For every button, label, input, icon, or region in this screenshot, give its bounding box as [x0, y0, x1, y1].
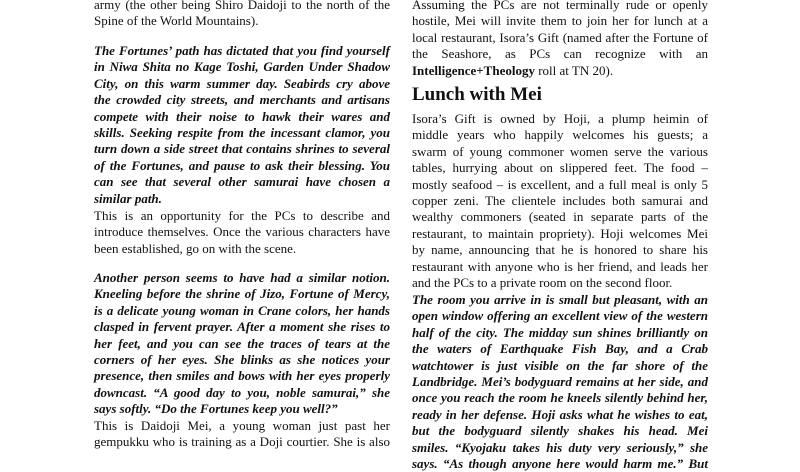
text-line: compete with their noise to hawk their wares and: [94, 108, 390, 124]
text-line: clasped in fervent prayer. After a moment she rises to: [94, 319, 390, 335]
text-line: [412, 63, 613, 79]
text-line: turn down a side street that contains shrines to several: [94, 141, 390, 157]
text-line: but the bodyguard silently shakes his head. Mei: [412, 423, 708, 439]
text-line: introduce themselves. Once the various characters have: [94, 224, 390, 240]
text-line: The room you arrive in is small but pleasant, with an: [412, 292, 708, 307]
text-line: by name, announcing that he is honored to share his: [412, 242, 708, 258]
text-line: skills. Seeking respite from the incessant clamor, you: [94, 125, 390, 140]
text-line: This is an opportunity for the PCs to describe and: [94, 208, 390, 223]
text-line: once you reach the room he kneels silently behind her,: [412, 390, 708, 406]
text-line: middle years who happily welcomes his guests; a: [412, 127, 708, 143]
text-line: smiles. “Kyojaku takes his duty very seriously,” she: [412, 439, 708, 455]
text-line: says softly. “Do the Fortunes keep you well?”: [94, 401, 338, 417]
text-line: swarm of young commoner women serve the various: [412, 143, 708, 159]
text-line: tables, hurrying about on slippered feet. The food –: [412, 160, 708, 176]
text-line: copper zeni. The clientele includes both samurai and: [412, 193, 708, 208]
text-line: is a delicate young woman in Crane colors, her hands: [94, 302, 390, 318]
text-line: her feet, and you can see the traces of tears at the: [94, 335, 390, 351]
text-line: of the Fortunes, and pause to ask their blessing. You: [94, 157, 390, 173]
text-line: Spine of the World Mountains).: [94, 13, 259, 29]
text-line: The Fortunes’ path has dictated that you find yourself: [94, 43, 390, 58]
text-line: mostly seafood – is excellent, and a full meal is only 5: [412, 176, 708, 192]
text-line: corners of her eyes. She blinks as she notices your: [94, 352, 390, 367]
text-line: the waters of Earthquake Fish Bay, and a Crab: [412, 341, 708, 357]
text-line: ready in her defense. Hoji asks what he wishes to eat,: [412, 406, 708, 422]
text-line: hostile, Mei will invite them to join her for lunch at a: [412, 13, 708, 29]
text-line: half of the city. The midday sun shines brilliantly on: [412, 324, 708, 340]
text-line: restaurant with anyone who is her friend, and leads her: [412, 258, 708, 274]
text-line: local restaurant, Isora’s Gift (named after the Fortune of: [412, 29, 708, 45]
text-line: presence, then smiles and bows with her eyes properly: [94, 368, 390, 384]
text-line: This is Daidoji Mei, a young woman just past her: [94, 418, 390, 433]
text-line: wealthy commoners (seated in separate parts of the: [412, 209, 708, 225]
text-line: the Seashore, as PCs can recognize with an: [412, 46, 708, 62]
text-line: watchtower is just visible on the far shore of the: [412, 357, 708, 373]
text-line: City, on this warm summer day. Seabirds cry above: [94, 75, 390, 91]
section-heading: Lunch with Mei: [412, 84, 542, 105]
text-line: army (the other being Shiro Daidoji to the north of the: [94, 0, 390, 12]
text-line: been established, go on with the scene.: [94, 240, 297, 256]
text-line: Assuming the PCs are not terminally rude or openly: [412, 0, 708, 12]
text-line: Another person seems to have had a similar notion.: [94, 270, 390, 285]
text-line: open window offering an excellent view of the western: [412, 308, 708, 324]
text-line: the crowded city streets, and merchants and artisans: [94, 92, 390, 108]
text-line: Isora’s Gift is owned by Hoji, a plump heimin of: [412, 111, 708, 126]
text-line: says. “As though anyone here would harm me.” But: [412, 456, 708, 471]
text-line: restaurant, to maintain propriety). Hoji welcomes Mei: [412, 225, 708, 241]
text-line: in Niwa Shita no Kage Toshi, Garden Under Shadow: [94, 59, 390, 75]
text-line: and the PCs to a private room on the second floor.: [412, 275, 673, 290]
roll-text: roll at TN 20).: [534, 62, 614, 78]
skill-roll-bold: Intelligence+Theology: [412, 62, 535, 78]
text-line: can see that several other samurai have chosen a: [94, 174, 390, 190]
text-line: Kneeling before the shrine of Jizo, Fortune of Mercy,: [94, 286, 390, 302]
text-line: gempukku who is training as a Doji courtier. She is also: [94, 434, 390, 450]
text-line: Landbridge. Mei’s bodyguard remains at her side, and: [412, 374, 708, 389]
text-line: downcast. “A good day to you, noble samurai,” she: [94, 384, 390, 400]
text-line: similar path.: [94, 190, 162, 206]
